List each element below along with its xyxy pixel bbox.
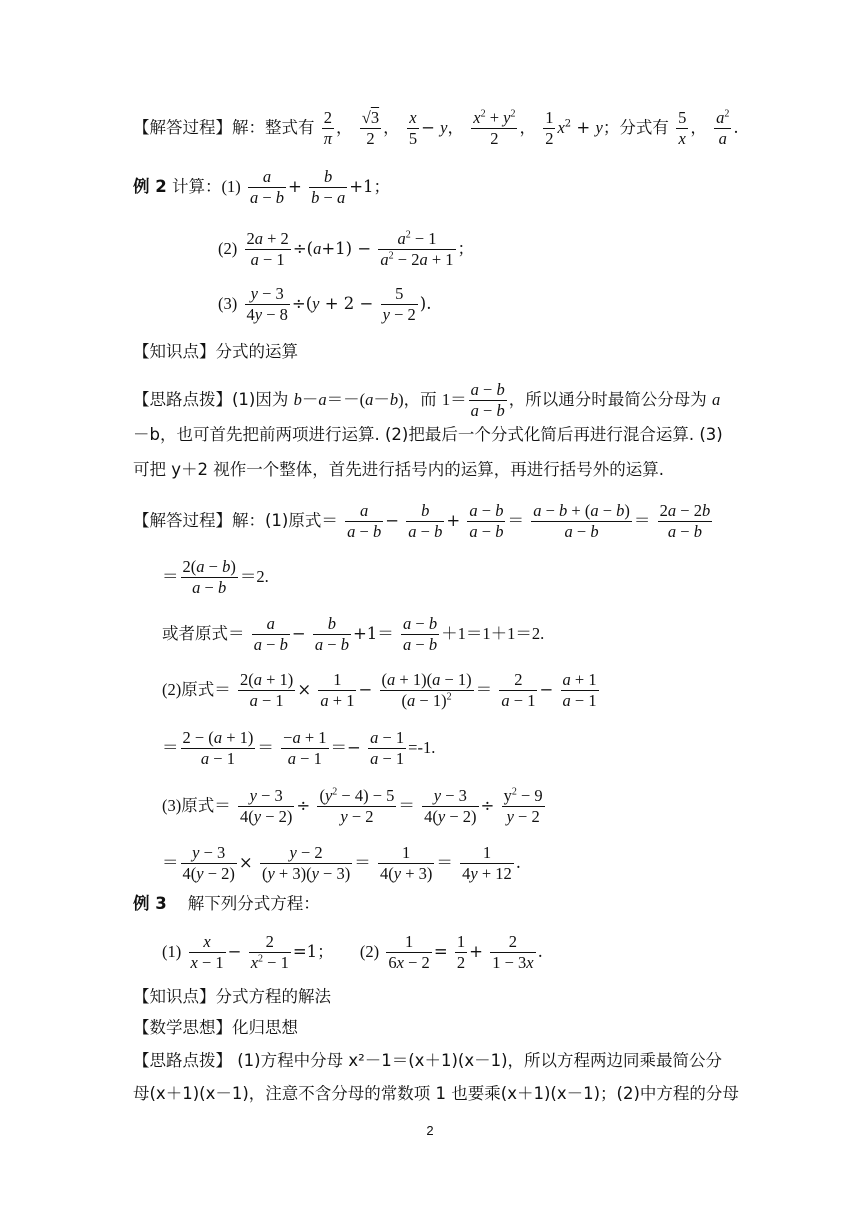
- solution-2-line-2: ＝ $\frac{2(a - b)}{a - b}$ ＝2.: [162, 557, 269, 597]
- example-2-line-1: 例 2 计算：(1) $\frac{a}{a - b}$ + $\frac{b}{b - a}$ +1；: [133, 167, 391, 207]
- example-intro: 计算：: [171, 177, 222, 196]
- example-3-equations: (1) $\frac{x}{x - 1}$ − $\frac{2}{x^2 - 1}$ =1； (2) $\frac{1}{6x - 2}$ = $\frac{1}{2}$ + $\frac{2}{1 - 3x}$ .: [162, 932, 543, 972]
- part-label: (3): [218, 294, 238, 313]
- fraction: $\frac{a}{a - b}$: [249, 167, 285, 207]
- hint-tag: 【思路点拨】: [133, 1051, 232, 1070]
- fraction: $\frac{a^2 - 1}{a^2 - 2a + 1}$: [380, 229, 454, 269]
- answer-tag: 【解答过程】: [133, 118, 232, 137]
- hint-text: (1)方程中分母 x²－1＝(x＋1)(x－1)，所以方程两边同乘最简公分: [237, 1051, 723, 1070]
- part-label: (2): [218, 239, 238, 258]
- fraction: $\frac{a - b + (a - b)}{a - b}$: [533, 501, 630, 541]
- knowledge-text: 分式方程的解法: [215, 987, 331, 1006]
- thought-text: 化归思想: [232, 1018, 298, 1037]
- fraction: $\frac{2 - (a + 1)}{a - 1}$: [182, 728, 254, 768]
- fraction: $\frac{y - 3}{4(y - 2)}$: [182, 843, 235, 883]
- answer-text: (3)原式＝: [162, 796, 231, 815]
- answer-text-2: ；分式有: [602, 118, 669, 137]
- knowledge-tag: 【知识点】: [133, 342, 216, 361]
- fraction: $\frac{a}{a - b}$: [347, 501, 382, 541]
- fraction: $\frac{5}{x}$: [678, 108, 687, 148]
- part-label: (2): [359, 942, 380, 961]
- solution-2-part3b: ＝ $\frac{y - 3}{4(y - 2)}$ × $\frac{y - 2}{(y + 3)(y - 3)}$ ＝ $\frac{1}{4(y + 3)}$ ＝ $\frac{1}{4y + 12}$ .: [162, 843, 522, 883]
- part-label: (1): [162, 942, 182, 961]
- fraction: $\frac{(y^2 - 4) - 5}{y - 2}$: [319, 786, 395, 826]
- hint-text: ，而: [403, 390, 437, 409]
- answer-text: 解：(1)原式＝: [232, 511, 338, 530]
- hint-line-2: －b，也可首先把前两项进行运算. (2)把最后一个分式化简后再进行混合运算. (3): [133, 425, 723, 444]
- hint-text: ，所以通分时最简公分母为: [508, 390, 707, 409]
- thought-tag: 【数学思想】: [133, 1018, 232, 1037]
- knowledge-text: 分式的运算: [215, 342, 298, 361]
- knowledge-line-2: [133, 341, 298, 363]
- fraction: $\frac{b}{a - b}$: [314, 614, 349, 654]
- fraction: $\frac{a - b}{a - b}$: [403, 614, 438, 654]
- solution-2-part2b: ＝ $\frac{2 - (a + 1)}{a - 1}$ ＝ $\frac{-a + 1}{a - 1}$ ＝− $\frac{a - 1}{a - 1}$ =-1.: [162, 728, 436, 768]
- fraction: $\frac{a - b}{a - b}$: [469, 501, 504, 541]
- fraction: $\frac{1}{a + 1}$: [320, 670, 355, 710]
- fraction: $\frac{y - 3}{4y - 8}$: [246, 284, 288, 324]
- answer-text: (2)原式＝: [162, 680, 231, 699]
- fraction: $\frac{y - 3}{4(y - 2)}$: [424, 786, 477, 826]
- fraction: $\frac{2(a + 1)}{a - 1}$: [240, 670, 294, 710]
- example-label: 例 3: [133, 894, 167, 913]
- fraction: $\frac{1}{6x - 2}$: [388, 932, 430, 972]
- fraction: $\frac{2(a - b)}{a - b}$: [182, 557, 236, 597]
- fraction: $\frac{1}{2}$: [456, 932, 466, 972]
- fraction: $\frac{x}{x - 1}$: [190, 932, 224, 972]
- solution-2-line-1: 【解答过程】解：(1)原式＝ $\frac{a}{a - b}$ − $\frac{b}{a - b}$ + $\frac{a - b}{a - b}$ ＝ $\frac{a - b + (a - b)}{a - b}$ ＝ $\frac{2a - 2b}{a - b}$: [133, 501, 711, 541]
- fraction: $\frac{x}{5}$: [408, 108, 418, 148]
- result: =-1.: [408, 738, 436, 757]
- fraction: $\frac{a}{a - b}$: [253, 614, 288, 654]
- example-intro: 解下列分式方程：: [187, 894, 320, 913]
- fraction: $\frac{1}{2}$: [545, 108, 554, 148]
- page-number: 2: [426, 1123, 434, 1138]
- fraction: $\frac{2a - 2b}{a - b}$: [659, 501, 711, 541]
- fraction: $\frac{1}{4y + 12}$: [462, 843, 512, 883]
- fraction: $\frac{-a + 1}{a - 1}$: [283, 728, 327, 768]
- fraction: $\frac{y^2 - 9}{y - 2}$: [503, 786, 543, 826]
- fraction: $\frac{a - 1}{a - 1}$: [370, 728, 405, 768]
- fraction: $\frac{x^2 + y^2}{2}$: [473, 108, 516, 148]
- fraction: $\frac{a + 1}{a - 1}$: [562, 670, 597, 710]
- fraction: $\frac{a - b}{a - b}$: [470, 380, 505, 420]
- result: ＋1＝1＋1＝2.: [441, 624, 545, 643]
- result: ＝2.: [239, 567, 269, 586]
- fraction: $\frac{(a + 1)(a - 1)}{(a - 1)^2}$: [381, 670, 472, 710]
- solution-2-part2: (2)原式＝ $\frac{2(a + 1)}{a - 1}$ × $\frac{1}{a + 1}$ − $\frac{(a + 1)(a - 1)}{(a - 1)^2}$ ＝ $\frac{2}{a - 1}$ − $\frac{a + 1}{a - 1}$: [162, 670, 597, 710]
- fraction: $\frac{y - 3}{4(y - 2)}$: [240, 786, 293, 826]
- answer-text: 解：整式有: [232, 118, 315, 137]
- fraction: $\frac{2}{1 - 3x}$: [492, 932, 534, 972]
- knowledge-tag: 【知识点】: [133, 987, 216, 1006]
- fraction: $\frac{1}{4(y + 3)}$: [379, 843, 433, 883]
- fraction: $\frac{b}{a - b}$: [408, 501, 443, 541]
- solution-2-alt: 或者原式＝ $\frac{a}{a - b}$ − $\frac{b}{a - b}$ +1＝ $\frac{a - b}{a - b}$ ＋1＝1＋1＝2.: [162, 614, 545, 654]
- knowledge-line-3: [133, 986, 331, 1008]
- fraction: $\frac{y - 2}{(y + 3)(y - 3)}$: [261, 843, 351, 883]
- part-label: (1): [221, 177, 241, 196]
- fraction: $\frac{2}{x^2 - 1}$: [250, 932, 289, 972]
- hint-line-1: 【思路点拨】(1)因为 b－a＝－(a－b)，而 1＝ $\frac{a - b}{a - b}$ ，所以通分时最简公分母为 a: [133, 380, 721, 420]
- fraction: $\frac{2}{a - 1}$: [501, 670, 536, 710]
- hint-line-3: 可把 y＋2 视作一个整体，首先进行括号内的运算，再进行括号外的运算.: [133, 460, 664, 479]
- hint-tag: 【思路点拨】: [133, 390, 232, 409]
- fraction: $\frac{b}{b - a}$: [311, 167, 346, 207]
- hint-line-3a: [133, 1050, 722, 1072]
- example-label: 例 2: [133, 177, 167, 196]
- example-2-line-3: (3) $\frac{y - 3}{4y - 8}$ ÷(y + 2 − $\frac{5}{y - 2}$ ).: [218, 284, 432, 324]
- fraction: $\frac{2a + 2}{a - 1}$: [246, 229, 289, 269]
- hint-text: (1)因为: [232, 390, 289, 409]
- fraction: $\frac{5}{y - 2}$: [382, 284, 416, 324]
- fraction: $\frac{√3}{2}$: [361, 108, 380, 148]
- answer-line-1: 【解答过程】解：整式有 $\frac{2}{\pi}$ ， $\frac{√3}{2}$ ， $\frac{x}{5}$ − y， $\frac{x^2 + y^2}{2}$ ， $\frac{1}{2}$ $x^2 + y$；分式有 $\frac{5}{x}$ ， $\frac{a^2}{a}$ .: [133, 108, 739, 148]
- hint-line-3b: 母(x＋1)(x－1)，注意不含分母的常数项 1 也要乘(x＋1)(x－1)；(2)中方程的分母: [133, 1084, 739, 1103]
- solution-2-part3: (3)原式＝ $\frac{y - 3}{4(y - 2)}$ ÷ $\frac{(y^2 - 4) - 5}{y - 2}$ ＝ $\frac{y - 3}{4(y - 2)}$ ÷ $\frac{y^2 - 9}{y - 2}$: [162, 786, 543, 826]
- example-3-line-1: [133, 893, 320, 915]
- answer-tag: 【解答过程】: [133, 511, 232, 530]
- thought-line: [133, 1017, 298, 1039]
- fraction: $\frac{a^2}{a}$: [716, 108, 730, 148]
- fraction: $\frac{2}{\pi}$: [323, 108, 333, 148]
- answer-text: 或者原式＝: [162, 624, 245, 643]
- example-2-line-2: (2) $\frac{2a + 2}{a - 1}$ ÷(a+1) − $\frac{a^2 - 1}{a^2 - 2a + 1}$ ；: [218, 229, 475, 269]
